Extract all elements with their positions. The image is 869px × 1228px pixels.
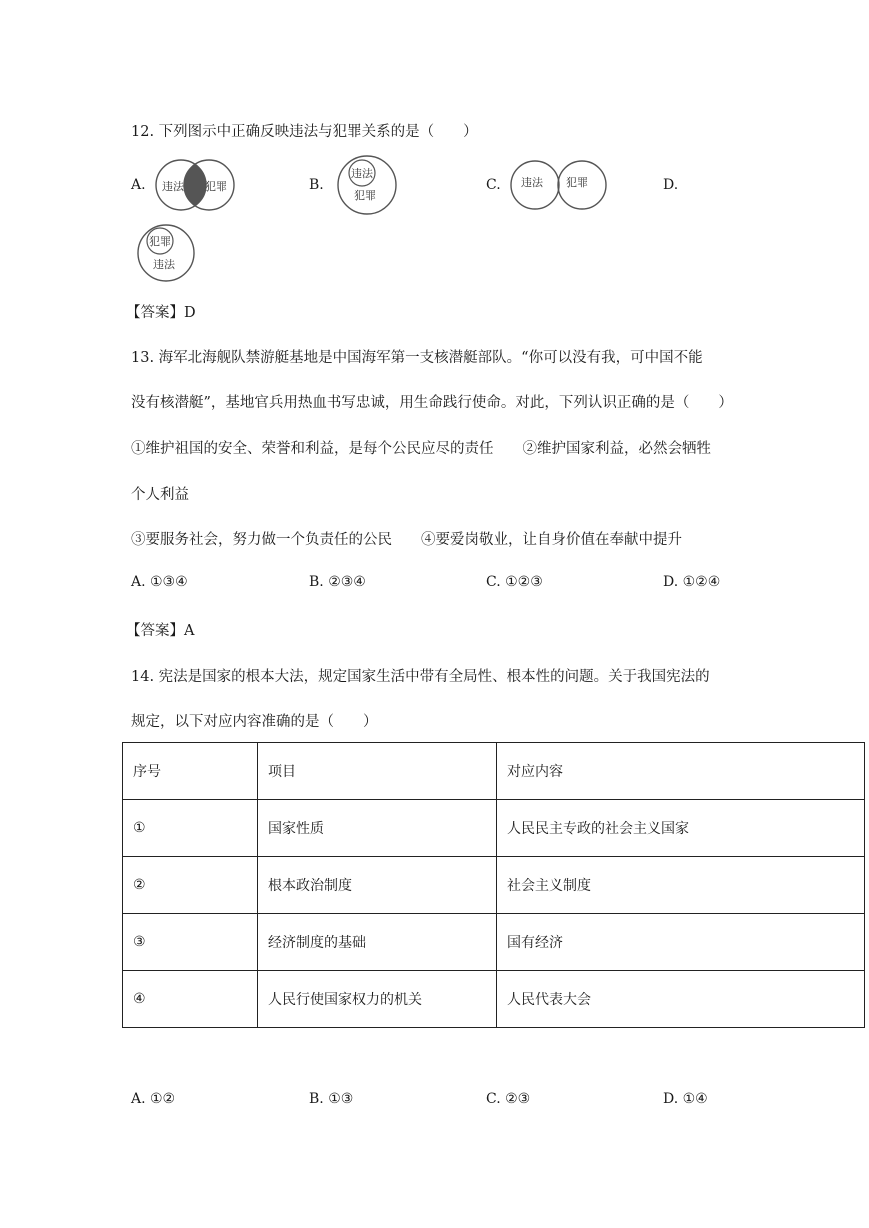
q12-b-inner-label: 违法 xyxy=(351,167,373,180)
q14-stem-line-1: 14. 宪法是国家的根本大法，规定国家生活中带有全局性、根本性的问题。关于我国宪法的 xyxy=(131,669,710,685)
q13-option-a: A. ①③④ xyxy=(131,574,188,590)
table-row xyxy=(123,800,865,857)
table-row xyxy=(123,971,865,1028)
q13-statement-line-3: ③要服务社会，努力做一个负责任的公民 ④要爱岗敬业，让自身价值在奉献中提升 xyxy=(131,532,682,548)
table-row xyxy=(123,857,865,914)
table-row xyxy=(123,914,865,971)
q12-diagram-b-nested xyxy=(334,152,400,218)
table-cell: 社会主义制度 xyxy=(497,857,865,914)
q12-d-inner-label: 犯罪 xyxy=(149,235,171,248)
q12-option-d-label: D. xyxy=(663,177,679,193)
q12-diagram-d-nested xyxy=(135,222,199,284)
q13-option-b: B. ②③④ xyxy=(309,574,366,590)
q13-stem-line-1: 13. 海军北海舰队禁游艇基地是中国海军第一支核潜艇部队。“你可以没有我，可中国不能 xyxy=(131,350,703,366)
q12-d-outer-label: 违法 xyxy=(153,258,175,271)
table-header-cell: 对应内容 xyxy=(497,743,865,800)
q14-option-d: D. ①④ xyxy=(663,1091,708,1107)
q14-option-a: A. ①② xyxy=(131,1091,176,1107)
table-cell: 国有经济 xyxy=(497,914,865,971)
table-cell: 根本政治制度 xyxy=(258,857,497,914)
q12-option-c-label: C. xyxy=(486,177,501,193)
q14-stem-line-2: 规定，以下对应内容准确的是（ ） xyxy=(131,714,378,730)
table-cell: ④ xyxy=(123,971,258,1028)
table-header-row xyxy=(123,743,865,800)
table-header-cell: 项目 xyxy=(258,743,497,800)
q12-a-right-label: 犯罪 xyxy=(205,180,227,193)
q12-c-left-label: 违法 xyxy=(521,176,543,189)
table-cell: 国家性质 xyxy=(258,800,497,857)
q13-option-c: C. ①②③ xyxy=(486,574,543,590)
q13-stem-line-2: 没有核潜艇”，基地官兵用热血书写忠诚，用生命践行使命。对此，下列认识正确的是（ ） xyxy=(131,395,733,411)
q14-constitution-table xyxy=(122,742,865,1028)
q12-c-right-label: 犯罪 xyxy=(566,176,588,189)
table-cell: 经济制度的基础 xyxy=(258,914,497,971)
q12-diagram-c-separate xyxy=(508,152,608,218)
q12-option-b-label: B. xyxy=(309,177,324,193)
q13-statement-line-2: 个人利益 xyxy=(131,487,189,503)
table-header-cell: 序号 xyxy=(123,743,258,800)
q12-stem: 12. 下列图示中正确反映违法与犯罪关系的是（ ） xyxy=(131,124,478,140)
q14-option-c: C. ②③ xyxy=(486,1091,531,1107)
q13-answer: 【答案】A xyxy=(126,623,195,639)
q13-option-d: D. ①②④ xyxy=(663,574,721,590)
q12-diagram-a-overlap xyxy=(153,155,243,215)
q12-option-a-label: A. xyxy=(131,177,146,193)
q13-statement-line-1: ①维护祖国的安全、荣誉和利益，是每个公民应尽的责任 ②维护国家利益，必然会牺牲 xyxy=(131,441,711,457)
table-cell: 人民民主专政的社会主义国家 xyxy=(497,800,865,857)
table-cell: ③ xyxy=(123,914,258,971)
q14-option-b: B. ①③ xyxy=(309,1091,354,1107)
table-cell: ① xyxy=(123,800,258,857)
table-cell: ② xyxy=(123,857,258,914)
q12-b-outer-label: 犯罪 xyxy=(354,189,376,202)
table-cell: 人民行使国家权力的机关 xyxy=(258,971,497,1028)
q12-answer: 【答案】D xyxy=(126,305,196,321)
q12-a-left-label: 违法 xyxy=(162,180,184,193)
table-cell: 人民代表大会 xyxy=(497,971,865,1028)
